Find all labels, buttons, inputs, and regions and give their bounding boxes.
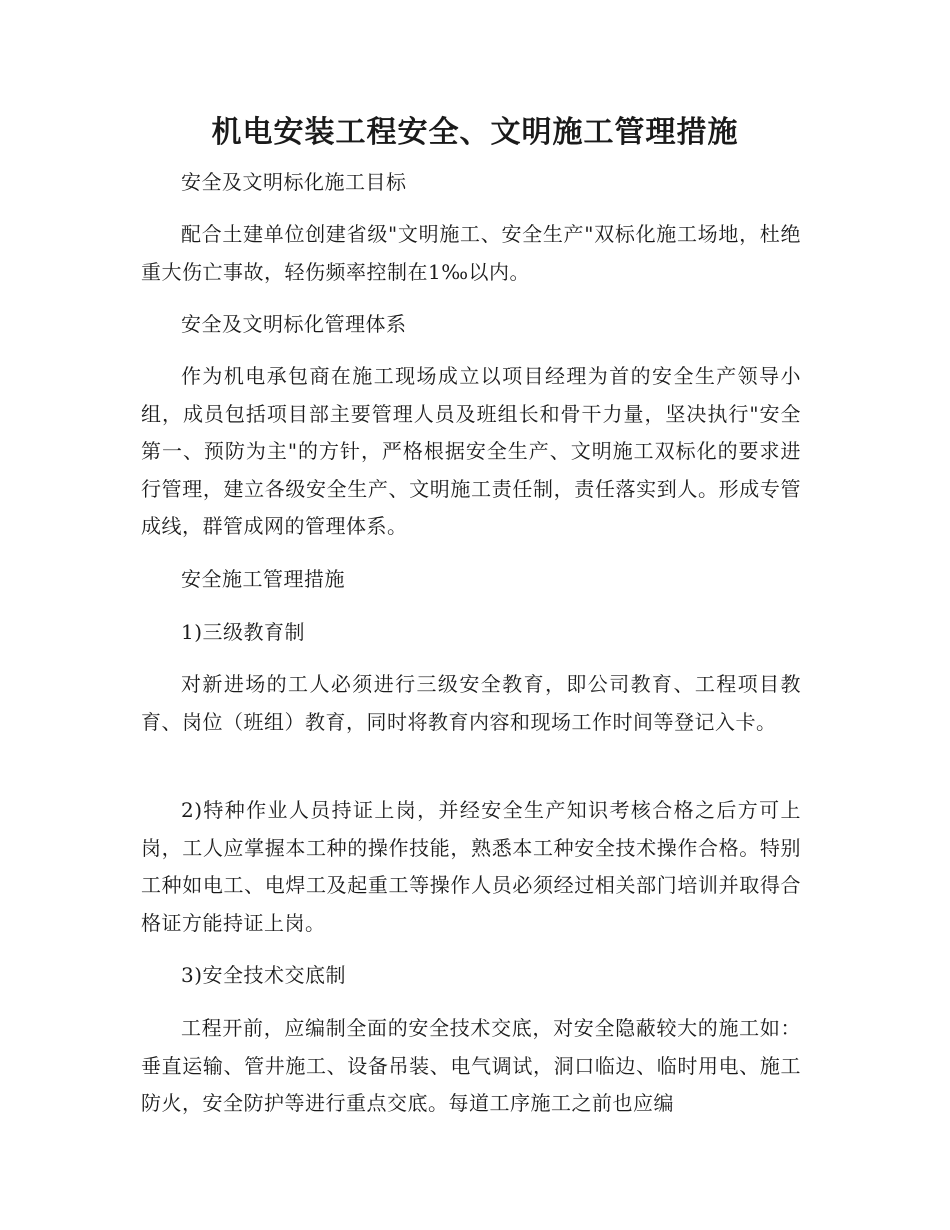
paragraph-heading-goal: 安全及文明标化施工目标 [181,170,407,194]
paragraph-item-3-heading: 3)安全技术交底制 [181,963,347,987]
paragraph-item-2: 2)特种作业人员持证上岗，并经安全生产知识考核合格之后方可上岗，工人应掌握本工种的操作技能，熟悉本工种安全技术操作合格。特别工种如电工、电焊工及起重工等操作人员必须经过相关部门培训并取得合格证方能持证上岗。 [141,798,801,935]
paragraph-item-3-body: 工程开前，应编制全面的安全技术交底，对安全隐蔽较大的施工如：垂直运输、管井施工、设备吊装、电气调试，洞口临边、临时用电、施工防火，安全防护等进行重点交底。每道工序施工之前也应编 [141,1016,801,1115]
paragraph-item-1-body: 对新进场的工人必须进行三级安全教育，即公司教育、工程项目教育、岗位（班组）教育，同时将教育内容和现场工作时间等登记入卡。 [141,672,801,734]
paragraph-goal: 配合土建单位创建省级"文明施工、安全生产"双标化施工场地，杜绝重大伤亡事故，轻伤频率控制在1‰以内。 [141,222,801,284]
paragraph-heading-measures: 安全施工管理措施 [181,567,345,591]
paragraph-heading-system: 安全及文明标化管理体系 [181,312,407,336]
paragraph-system: 作为机电承包商在施工现场成立以项目经理为首的安全生产领导小组，成员包括项目部主要管理人员及班组长和骨干力量，坚决执行"安全第一、预防为主"的方针，严格根据安全生产、文明施工双标化的要求进行管理，建立各级安全生产、文明施工责任制，责任落实到人。形成专管成线，群管成网的管理体系。 [141,364,801,538]
document-title: 机电安装工程安全、文明施工管理措施 [211,115,739,150]
paragraph-item-1-heading: 1)三级教育制 [181,620,306,644]
